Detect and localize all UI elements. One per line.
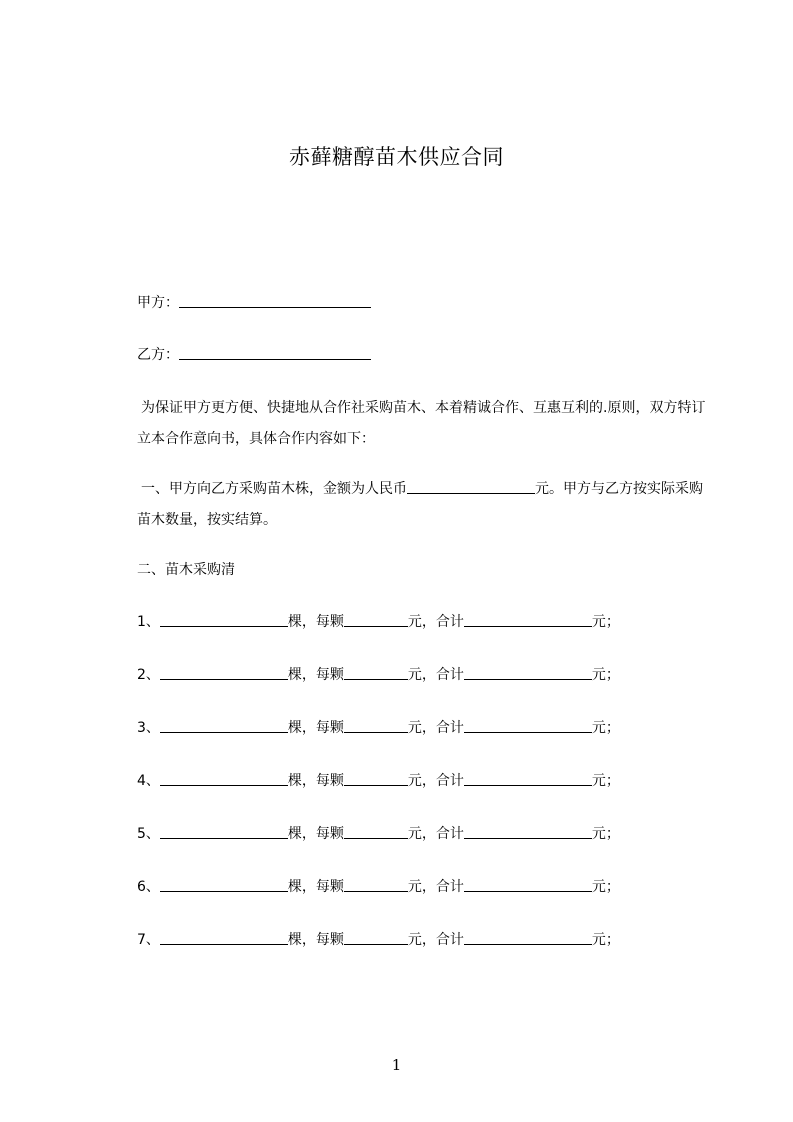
clause-one-paragraph xyxy=(137,474,713,536)
total-blank xyxy=(464,612,592,627)
list-item xyxy=(137,824,620,844)
tree-count-blank xyxy=(160,612,288,627)
unit-price-label: 元，合计 xyxy=(407,720,464,736)
clause-one-suffix: 元。甲方与乙方按实际采购苗木数量，按实结算。 xyxy=(137,481,703,528)
tree-count-blank xyxy=(160,771,288,786)
unit-price-blank xyxy=(344,665,408,680)
item-number: 4、 xyxy=(137,773,160,789)
item-end: 元； xyxy=(591,773,620,789)
party-a-line xyxy=(137,293,371,313)
list-item xyxy=(137,665,620,685)
tree-count-blank xyxy=(160,718,288,733)
intro-paragraph xyxy=(137,393,713,455)
unit-price-blank xyxy=(344,771,408,786)
list-item xyxy=(137,877,620,897)
list-item xyxy=(137,771,620,791)
item-end: 元； xyxy=(591,826,620,842)
unit-price-blank xyxy=(344,824,408,839)
unit-price-blank xyxy=(344,877,408,892)
tree-count-blank xyxy=(160,824,288,839)
total-blank xyxy=(464,718,592,733)
total-blank xyxy=(464,930,592,945)
list-item xyxy=(137,718,620,738)
tree-label: 棵，每颗 xyxy=(287,667,344,683)
item-number: 1、 xyxy=(137,614,160,630)
list-item xyxy=(137,930,620,950)
clause-two-heading: 二、苗木采购清 xyxy=(137,562,235,578)
item-end: 元； xyxy=(591,932,620,948)
tree-count-blank xyxy=(160,665,288,680)
item-number: 7、 xyxy=(137,932,160,948)
clause-one-amount-blank xyxy=(407,479,535,494)
tree-label: 棵，每颗 xyxy=(287,932,344,948)
tree-label: 棵，每颗 xyxy=(287,773,344,789)
contract-title: 赤藓糖醇苗木供应合同 xyxy=(289,145,504,169)
total-blank xyxy=(464,771,592,786)
item-end: 元； xyxy=(591,614,620,630)
unit-price-label: 元，合计 xyxy=(407,614,464,630)
item-number: 3、 xyxy=(137,720,160,736)
item-end: 元； xyxy=(591,720,620,736)
item-number: 6、 xyxy=(137,879,160,895)
unit-price-blank xyxy=(344,930,408,945)
tree-count-blank xyxy=(160,930,288,945)
tree-label: 棵，每颗 xyxy=(287,826,344,842)
unit-price-label: 元，合计 xyxy=(407,879,464,895)
party-b-blank xyxy=(179,345,371,360)
page-number: 1 xyxy=(391,1056,402,1074)
list-item xyxy=(137,612,620,632)
party-a-blank xyxy=(179,293,371,308)
unit-price-label: 元，合计 xyxy=(407,667,464,683)
item-end: 元； xyxy=(591,667,620,683)
tree-count-blank xyxy=(160,877,288,892)
unit-price-blank xyxy=(344,718,408,733)
unit-price-label: 元，合计 xyxy=(407,773,464,789)
total-blank xyxy=(464,665,592,680)
tree-label: 棵，每颗 xyxy=(287,720,344,736)
clause-one-prefix: 一、甲方向乙方采购苗木株，金额为人民币 xyxy=(141,481,407,497)
item-end: 元； xyxy=(591,879,620,895)
intro-text: 为保证甲方更方便、快捷地从合作社采购苗木、本着精诚合作、互惠互利的.原则，双方特订立本合作意向书，具体合作内容如下： xyxy=(137,400,706,447)
party-b-line xyxy=(137,345,371,365)
party-b-label: 乙方： xyxy=(137,347,179,363)
unit-price-label: 元，合计 xyxy=(407,826,464,842)
total-blank xyxy=(464,824,592,839)
item-number: 5、 xyxy=(137,826,160,842)
unit-price-label: 元，合计 xyxy=(407,932,464,948)
total-blank xyxy=(464,877,592,892)
unit-price-blank xyxy=(344,612,408,627)
item-number: 2、 xyxy=(137,667,160,683)
tree-label: 棵，每颗 xyxy=(287,879,344,895)
tree-label: 棵，每颗 xyxy=(287,614,344,630)
party-a-label: 甲方： xyxy=(137,295,179,311)
